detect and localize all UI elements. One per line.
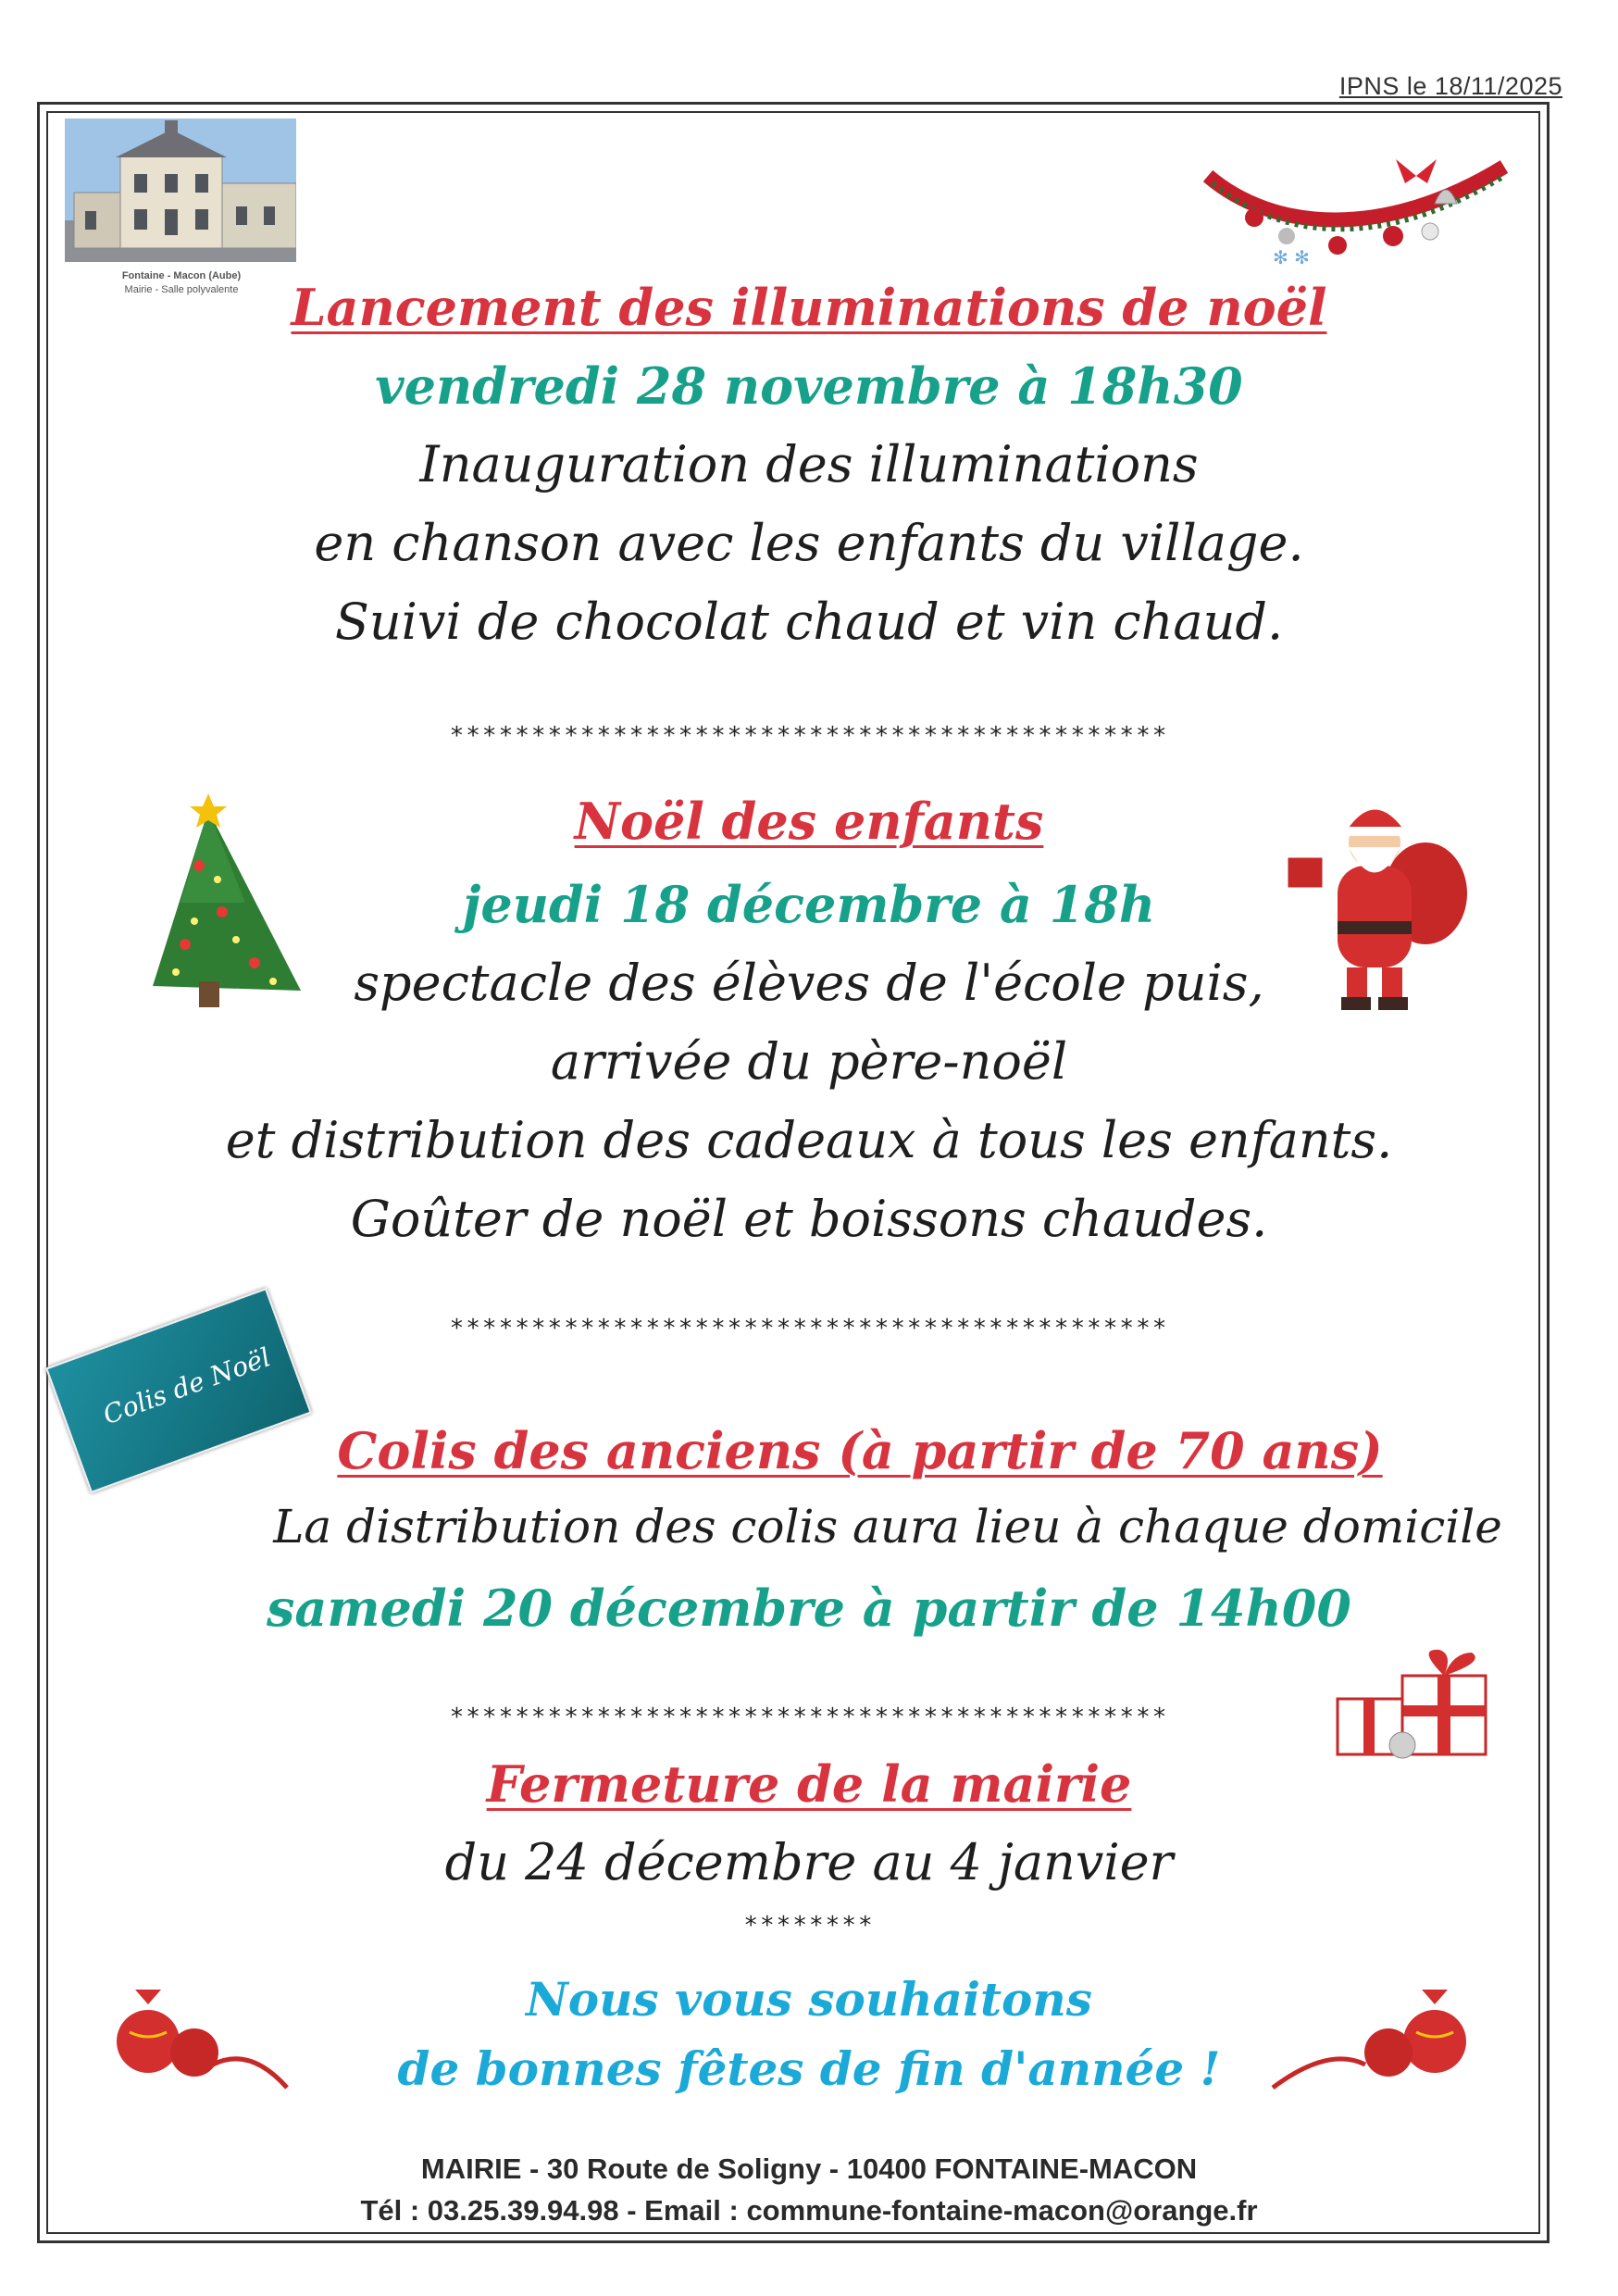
noel-enfants-line-1: spectacle des élèves de l'école puis,: [354, 954, 1264, 1012]
fermeture-dates: du 24 décembre au 4 janvier: [444, 1833, 1174, 1891]
voeux-line-2: de bonnes fêtes de fin d'année !: [397, 2041, 1221, 2096]
colis-title: Colis des anciens (à partir de 70 ans): [337, 1421, 1383, 1480]
noel-enfants-date: jeudi 18 décembre à 18h: [462, 875, 1156, 934]
noel-enfants-line-2: arrivée du père-noël: [550, 1032, 1068, 1091]
noel-enfants-line-3: et distribution des cadeaux à tous les enfants.: [225, 1111, 1393, 1169]
colis-date: samedi 20 décembre à partir de 14h00: [267, 1578, 1351, 1638]
illuminations-line-1: Inauguration des illuminations: [419, 435, 1199, 493]
gift-boxes-icon: [1328, 1648, 1504, 1764]
separator-3: ********************************************: [449, 1703, 1169, 1731]
fermeture-title: Fermeture de la mairie: [486, 1754, 1132, 1814]
illuminations-title: Lancement des illuminations de noël: [291, 278, 1327, 337]
illuminations-date: vendredi 28 novembre à 18h30: [375, 356, 1243, 416]
illuminations-line-2: en chanson avec les enfants du village.: [314, 514, 1304, 572]
colis-line-1: La distribution des colis aura lieu à chaque domicile: [273, 1500, 1502, 1554]
svg-text:✻ ✻: ✻ ✻: [1273, 246, 1310, 268]
noel-enfants-title: Noël des enfants: [574, 792, 1044, 851]
voeux-line-1: Nous vous souhaitons: [526, 1972, 1092, 2027]
illuminations-line-3: Suivi de chocolat chaud et vin chaud.: [334, 593, 1284, 651]
separator-1: ********************************************: [449, 722, 1169, 750]
noel-enfants-line-4: Goûter de noël et boissons chaudes.: [350, 1190, 1268, 1248]
separator-short: ********: [743, 1912, 875, 1940]
footer-address: MAIRIE - 30 Route de Soligny - 10400 FONTAINE-MACON: [420, 2152, 1198, 2185]
garland-decoration-icon: [1199, 148, 1513, 278]
mairie-caption-line1: Fontaine - Macon (Aube): [121, 270, 242, 281]
separator-2: ********************************************: [449, 1315, 1169, 1342]
mairie-photo: [65, 119, 296, 262]
colis-de-noel-label: Colis de Noël: [98, 1341, 275, 1431]
ipns-date: IPNS le 18/11/2025: [1338, 72, 1562, 100]
footer-contact: Tél : 03.25.39.94.98 - Email : commune-fontaine-macon@orange.fr: [360, 2194, 1258, 2227]
mairie-caption-line2: Mairie - Salle polyvalente: [124, 284, 239, 295]
